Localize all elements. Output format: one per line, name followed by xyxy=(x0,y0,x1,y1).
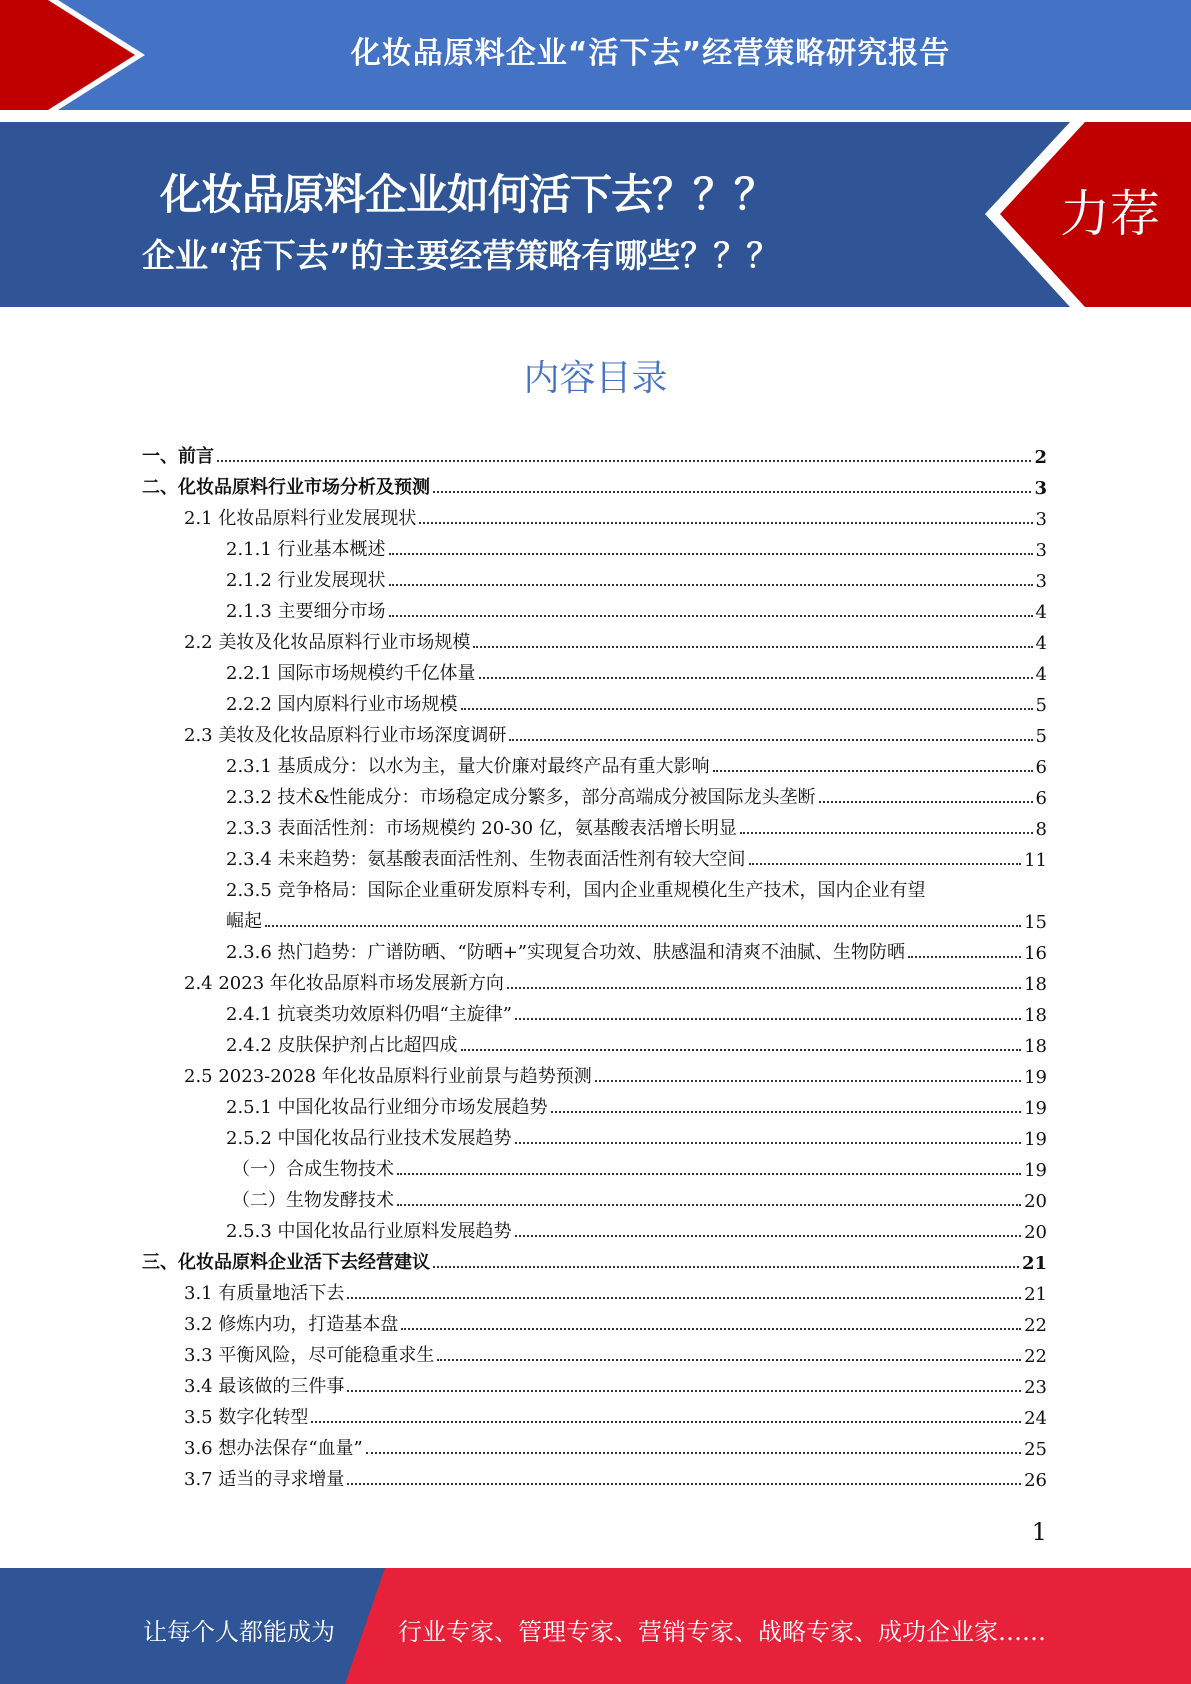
toc-entry-page: 19 xyxy=(1024,1098,1047,1119)
toc-leader-dots xyxy=(401,1328,1021,1330)
toc-entry-page: 19 xyxy=(1024,1129,1047,1150)
toc-entry-page: 18 xyxy=(1024,974,1047,995)
toc-entry[interactable] xyxy=(142,1243,1047,1274)
toc-leader-dots xyxy=(461,708,1033,710)
toc-entry-page: 4 xyxy=(1035,602,1047,623)
toc-entry[interactable] xyxy=(142,716,1047,747)
toc-entry-page: 26 xyxy=(1024,1470,1047,1491)
toc-entry-page: 18 xyxy=(1024,1036,1047,1057)
toc-entry-label: 一、前言 xyxy=(142,446,214,467)
footer-banner xyxy=(0,1568,1191,1684)
top-banner xyxy=(0,0,1191,110)
toc-heading: 内容目录 xyxy=(523,358,668,399)
page-number: 1 xyxy=(1031,1518,1047,1546)
toc-entry-label: 3.3 平衡风险，尽可能稳重求生 xyxy=(184,1345,435,1366)
toc-entry-page: 11 xyxy=(1024,850,1047,871)
toc-entry[interactable] xyxy=(142,995,1047,1026)
toc-leader-dots xyxy=(473,646,1032,648)
toc-leader-dots xyxy=(366,1452,1021,1454)
toc-entry-page: 6 xyxy=(1035,757,1047,778)
toc-entry-label: 2.1.3 主要细分市场 xyxy=(226,601,386,622)
toc-entry[interactable] xyxy=(142,1057,1047,1088)
toc-leader-dots xyxy=(507,987,1021,989)
toc-leader-dots xyxy=(389,584,1033,586)
toc-entry[interactable] xyxy=(142,964,1047,995)
toc-leader-dots xyxy=(347,1483,1021,1485)
toc-leader-dots xyxy=(389,553,1033,555)
toc-entry-page: 3 xyxy=(1035,540,1047,561)
hero-question-2: 企业“活下去”的主要经营策略有哪些？？？ xyxy=(142,236,780,275)
toc-entry[interactable] xyxy=(142,1212,1047,1243)
toc-leader-dots xyxy=(551,1111,1022,1113)
toc-entry[interactable] xyxy=(142,871,1047,902)
toc-entry[interactable] xyxy=(142,1305,1047,1336)
toc-entry[interactable] xyxy=(142,1398,1047,1429)
toc-leader-dots xyxy=(347,1390,1021,1392)
toc-entry-label: 2.3.2 技术&性能成分：市场稳定成分繁多，部分高端成分被国际龙头垄断 xyxy=(226,787,816,808)
toc-entry-label: 2.3.6 热门趋势：广谱防晒、“防晒+”实现复合功效、肤感温和清爽不油腻、生物防晒 xyxy=(226,942,906,963)
toc-entry-label: 3.7 适当的寻求增量 xyxy=(184,1469,345,1490)
toc-entry-label: 2.4.2 皮肤保护剂占比超四成 xyxy=(226,1035,458,1056)
footer-slogan-right: 行业专家、管理专家、营销专家、战略专家、成功企业家…… xyxy=(398,1618,1046,1646)
toc-entry-page: 20 xyxy=(1024,1222,1047,1243)
toc-entry[interactable] xyxy=(142,623,1047,654)
toc-entry[interactable] xyxy=(142,1367,1047,1398)
toc-entry-page: 16 xyxy=(1024,943,1047,964)
toc-entry-page: 19 xyxy=(1024,1067,1047,1088)
toc-leader-dots xyxy=(397,1204,1021,1206)
toc-entry[interactable] xyxy=(142,1088,1047,1119)
toc-entry-page: 25 xyxy=(1024,1439,1047,1460)
toc-entry-label: 2.5 2023-2028 年化妆品原料行业前景与趋势预测 xyxy=(184,1066,592,1087)
toc-leader-dots xyxy=(509,739,1032,741)
hero-banner xyxy=(0,122,1191,307)
toc-entry-label: 二、化妆品原料行业市场分析及预测 xyxy=(142,477,430,498)
toc-entry-label: 3.5 数字化转型 xyxy=(184,1407,309,1428)
toc-entry[interactable] xyxy=(142,561,1047,592)
toc-entry-label: 2.1 化妆品原料行业发展现状 xyxy=(184,508,417,529)
toc-leader-dots xyxy=(437,1359,1021,1361)
hero-question-1: 化妆品原料企业如何活下去？？？ xyxy=(160,170,776,219)
toc-entry-label: 2.3 美妆及化妆品原料行业市场深度调研 xyxy=(184,725,507,746)
toc-entry-page: 5 xyxy=(1035,726,1047,747)
toc-entry-page: 3 xyxy=(1035,571,1047,592)
toc-entry-label: 2.3.5 竞争格局：国际企业重研发原料专利，国内企业重规模化生产技术，国内企业有望 xyxy=(226,880,926,901)
toc-entry-page: 21 xyxy=(1021,1253,1047,1274)
toc-entry[interactable] xyxy=(142,1274,1047,1305)
toc-leader-dots xyxy=(749,863,1022,865)
toc-entry-label: 2.5.3 中国化妆品行业原料发展趋势 xyxy=(226,1221,512,1242)
toc-entry[interactable] xyxy=(142,437,1047,468)
toc-entry[interactable] xyxy=(142,840,1047,871)
toc-leader-dots xyxy=(515,1142,1022,1144)
footer-slogan-left: 让每个人都能成为 xyxy=(143,1618,335,1646)
toc-entry[interactable] xyxy=(142,902,1047,933)
toc-entry-page: 23 xyxy=(1024,1377,1047,1398)
toc-leader-dots xyxy=(713,770,1033,772)
toc-entry-label: 2.2.2 国内原料行业市场规模 xyxy=(226,694,458,715)
toc-entry-page: 21 xyxy=(1024,1284,1047,1305)
toc-entry[interactable] xyxy=(142,685,1047,716)
toc-entry-label: 2.3.4 未来趋势：氨基酸表面活性剂、生物表面活性剂有较大空间 xyxy=(226,849,746,870)
toc-entry-label: 三、化妆品原料企业活下去经营建议 xyxy=(142,1252,430,1273)
toc-entry[interactable] xyxy=(142,1150,1047,1181)
toc-entry-label: 2.2.1 国际市场规模约千亿体量 xyxy=(226,663,476,684)
toc-leader-dots xyxy=(515,1235,1022,1237)
toc-entry-label: 2.5.2 中国化妆品行业技术发展趋势 xyxy=(226,1128,512,1149)
toc-entry[interactable] xyxy=(142,592,1047,623)
toc-entry-label: 3.1 有质量地活下去 xyxy=(184,1283,345,1304)
table-of-contents xyxy=(142,437,1047,1491)
toc-entry-label: 2.5.1 中国化妆品行业细分市场发展趋势 xyxy=(226,1097,548,1118)
toc-entry-label: （一）合成生物技术 xyxy=(232,1159,394,1180)
toc-leader-dots xyxy=(265,925,1021,927)
toc-entry-label: 3.6 想办法保存“血量” xyxy=(184,1438,363,1459)
toc-leader-dots xyxy=(347,1297,1021,1299)
toc-entry-label: 2.3.3 表面活性剂：市场规模约 20-30 亿，氨基酸表活增长明显 xyxy=(226,818,737,839)
toc-entry-page: 6 xyxy=(1035,788,1047,809)
toc-leader-dots xyxy=(433,491,1031,493)
toc-leader-dots xyxy=(217,460,1031,462)
toc-entry-label: （二）生物发酵技术 xyxy=(232,1190,394,1211)
toc-entry-label: 2.4 2023 年化妆品原料市场发展新方向 xyxy=(184,973,504,994)
recommend-tag: 力荐 xyxy=(1060,185,1160,243)
toc-entry-label: 2.1.1 行业基本概述 xyxy=(226,539,386,560)
toc-entry-page: 8 xyxy=(1035,819,1047,840)
toc-entry[interactable] xyxy=(142,530,1047,561)
toc-leader-dots xyxy=(389,615,1033,617)
toc-entry-page: 3 xyxy=(1035,509,1047,530)
toc-entry[interactable] xyxy=(142,1119,1047,1150)
toc-entry-page: 19 xyxy=(1024,1160,1047,1181)
toc-entry-page: 18 xyxy=(1024,1005,1047,1026)
toc-leader-dots xyxy=(819,801,1033,803)
toc-entry-label: 2.2 美妆及化妆品原料行业市场规模 xyxy=(184,632,471,653)
toc-leader-dots xyxy=(419,522,1032,524)
toc-entry[interactable] xyxy=(142,654,1047,685)
toc-entry-page: 22 xyxy=(1024,1315,1047,1336)
toc-entry-page: 5 xyxy=(1035,695,1047,716)
toc-entry[interactable] xyxy=(142,747,1047,778)
report-title: 化妆品原料企业“活下去”经营策略研究报告 xyxy=(350,36,951,71)
toc-entry[interactable] xyxy=(142,1026,1047,1057)
toc-entry[interactable] xyxy=(142,1181,1047,1212)
toc-entry-label: 2.3.1 基质成分：以水为主，量大价廉对最终产品有重大影响 xyxy=(226,756,710,777)
toc-entry[interactable] xyxy=(142,933,1047,964)
toc-leader-dots xyxy=(433,1266,1019,1268)
toc-entry[interactable] xyxy=(142,499,1047,530)
toc-leader-dots xyxy=(740,832,1033,834)
toc-entry-page: 4 xyxy=(1035,664,1047,685)
toc-entry-page: 15 xyxy=(1024,912,1047,933)
toc-entry[interactable] xyxy=(142,1460,1047,1491)
toc-leader-dots xyxy=(515,1018,1021,1020)
toc-entry-label: 2.4.1 抗衰类功效原料仍唱“主旋律” xyxy=(226,1004,512,1025)
toc-entry[interactable] xyxy=(142,1429,1047,1460)
toc-entry-page: 4 xyxy=(1035,633,1047,654)
toc-entry-page: 3 xyxy=(1034,478,1047,499)
toc-entry[interactable] xyxy=(142,809,1047,840)
toc-entry-label: 3.4 最该做的三件事 xyxy=(184,1376,345,1397)
toc-leader-dots xyxy=(311,1421,1021,1423)
toc-entry-page: 22 xyxy=(1024,1346,1047,1367)
toc-entry-page: 2 xyxy=(1034,447,1047,468)
toc-entry[interactable] xyxy=(142,468,1047,499)
toc-entry-page: 20 xyxy=(1024,1191,1047,1212)
toc-entry-label: 崛起 xyxy=(226,911,262,932)
toc-leader-dots xyxy=(908,956,1021,958)
toc-leader-dots xyxy=(397,1173,1021,1175)
toc-leader-dots xyxy=(595,1080,1021,1082)
toc-entry[interactable] xyxy=(142,1336,1047,1367)
toc-entry[interactable] xyxy=(142,778,1047,809)
toc-entry-page: 24 xyxy=(1024,1408,1047,1429)
toc-entry-label: 2.1.2 行业发展现状 xyxy=(226,570,386,591)
toc-leader-dots xyxy=(479,677,1033,679)
toc-entry-label: 3.2 修炼内功，打造基本盘 xyxy=(184,1314,399,1335)
toc-leader-dots xyxy=(461,1049,1022,1051)
